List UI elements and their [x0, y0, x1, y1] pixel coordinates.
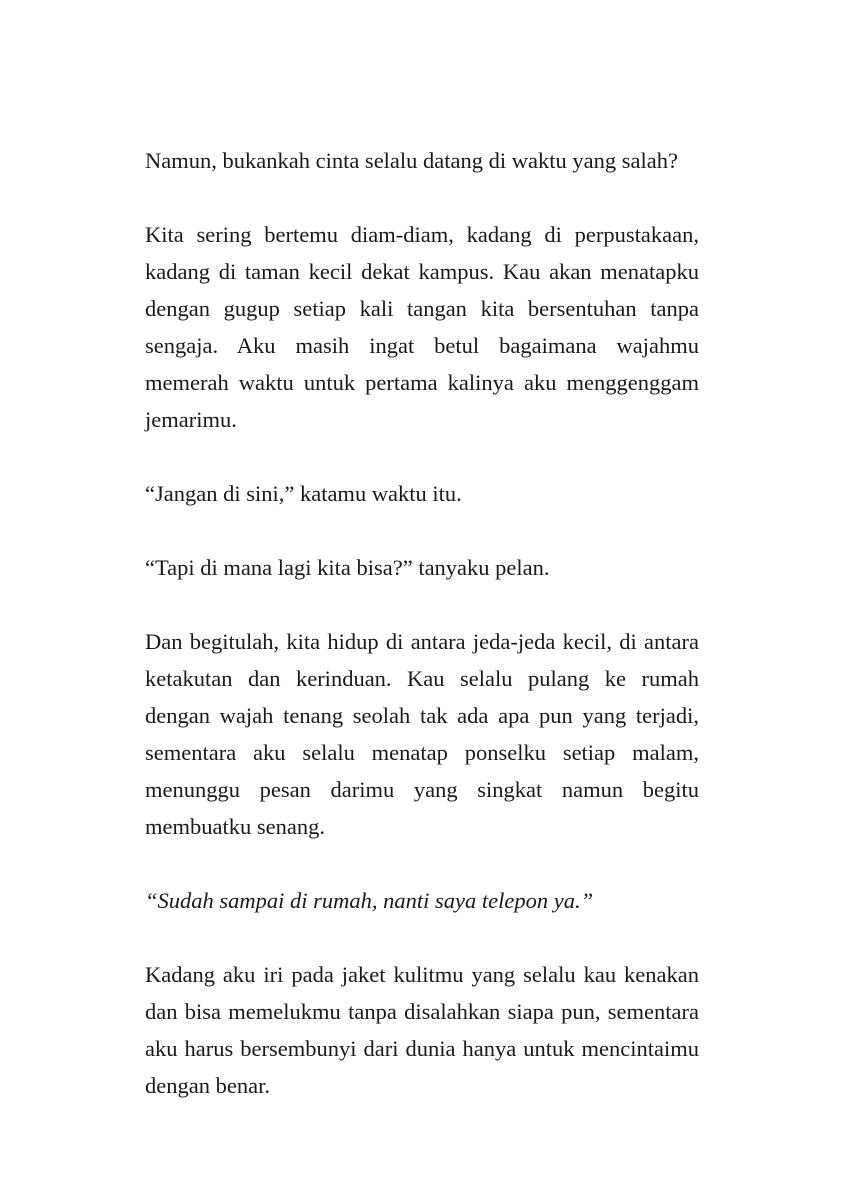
body-text — [145, 142, 699, 1141]
paragraph-3: Dan begitulah, kita hidup di antara jeda-jeda kecil, di antara ketakutan dan kerinduan. Kau selalu pulang ke rumah dengan wajah tenang seolah tak ada apa pun yang terjadi, sementara aku selalu menatap ponselku setiap malam, menunggu pesan darimu yang singkat namun begitu membuatku senang. — [145, 629, 699, 839]
paragraph-4: Kadang aku iri pada jaket kulitmu yang selalu kau kenakan dan bisa memelukmu tanpa disalahkan siapa pun, sementara aku harus bersembunyi dari dunia hanya untuk mencintaimu dengan benar. — [145, 962, 699, 1098]
message-quote: “Sudah sampai di rumah, nanti saya telepon ya.” — [145, 888, 594, 913]
paragraph-1: Namun, bukankah cinta selalu datang di waktu yang salah? — [145, 148, 678, 173]
dialogue-line-2: “Tapi di mana lagi kita bisa?” tanyaku pelan. — [145, 555, 550, 580]
paragraph-2: Kita sering bertemu diam-diam, kadang di perpustakaan, kadang di taman kecil dekat kampus. Kau akan menatapku dengan gugup setiap kali tangan kita bersentuhan tanpa sengaja. Aku masih ingat betul bagaimana wajahmu memerah waktu untuk pertama kalinya aku menggenggam jemarimu. — [145, 222, 699, 432]
dialogue-line-1: “Jangan di sini,” katamu waktu itu. — [145, 481, 462, 506]
